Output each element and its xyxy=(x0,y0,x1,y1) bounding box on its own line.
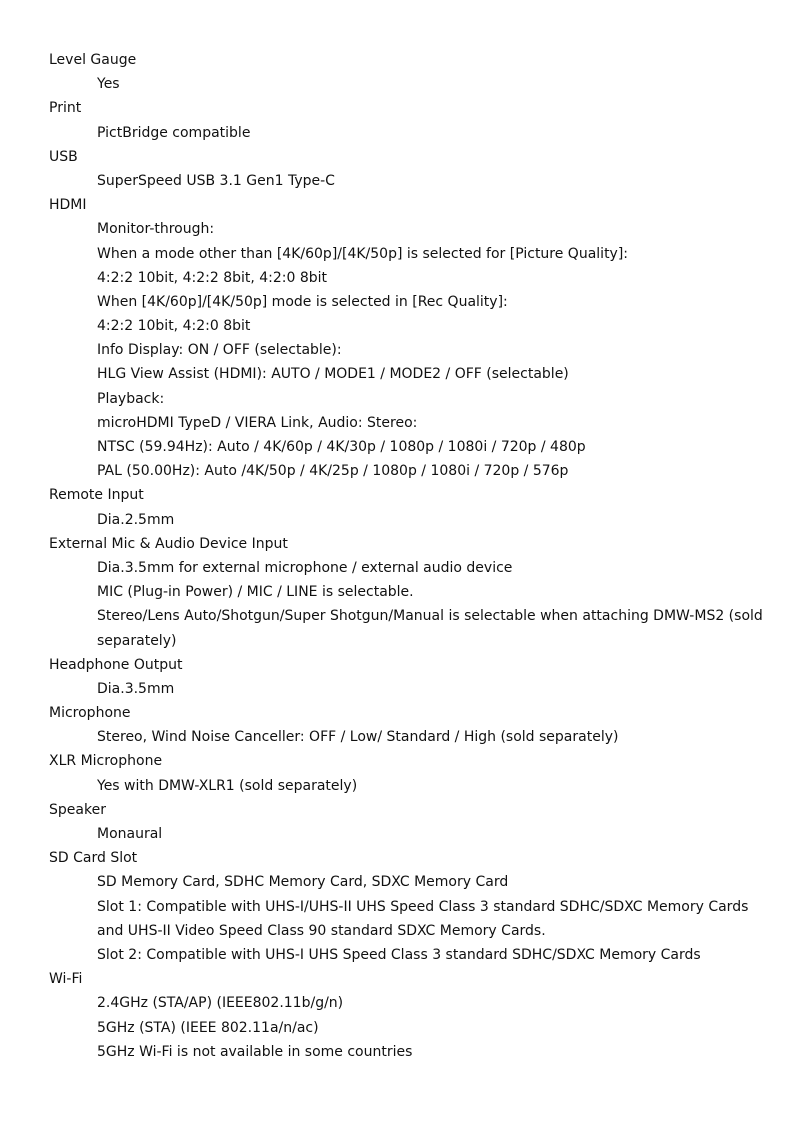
spec-sheet xyxy=(0,48,800,1064)
spec-value: PAL (50.00Hz): Auto /4K/50p / 4K/25p / 1080p / 1080i / 720p / 576p xyxy=(97,463,569,480)
spec-group xyxy=(0,798,800,846)
spec-value: When a mode other than [4K/60p]/[4K/50p] is selected for [Picture Quality]: xyxy=(97,245,629,262)
spec-label: Remote Input xyxy=(49,487,144,504)
spec-group xyxy=(0,532,800,653)
spec-label: Print xyxy=(49,100,82,117)
spec-label: Headphone Output xyxy=(49,656,183,673)
spec-value: Slot 2: Compatible with UHS-I UHS Speed Class 3 standard SDHC/SDXC Memory Cards xyxy=(97,946,701,963)
spec-label: SD Card Slot xyxy=(49,850,138,867)
spec-value: HLG View Assist (HDMI): AUTO / MODE1 / MODE2 / OFF (selectable) xyxy=(97,366,569,383)
spec-value: NTSC (59.94Hz): Auto / 4K/60p / 4K/30p / 1080p / 1080i / 720p / 480p xyxy=(97,439,586,455)
spec-group xyxy=(0,701,800,749)
spec-value: Yes with DMW-XLR1 (sold separately) xyxy=(97,777,358,794)
spec-value: SD Memory Card, SDHC Memory Card, SDXC Memory Card xyxy=(97,874,509,891)
spec-value: MIC (Plug-in Power) / MIC / LINE is selectable. xyxy=(97,584,414,601)
spec-label: Microphone xyxy=(49,705,131,722)
spec-value: Info Display: ON / OFF (selectable): xyxy=(97,342,342,359)
spec-value: Playback: xyxy=(97,390,165,407)
spec-value: separately) xyxy=(97,632,177,649)
spec-value: 4:2:2 10bit, 4:2:0 8bit xyxy=(97,318,251,335)
spec-value: 4:2:2 10bit, 4:2:2 8bit, 4:2:0 8bit xyxy=(97,269,328,286)
spec-value: Dia.2.5mm xyxy=(97,511,175,528)
spec-value: 5GHz Wi-Fi is not available in some countries xyxy=(97,1043,413,1060)
spec-group xyxy=(0,145,800,193)
spec-label: XLR Microphone xyxy=(49,753,163,770)
spec-value: and UHS-II Video Speed Class 90 standard SDXC Memory Cards. xyxy=(97,922,546,939)
spec-value: Dia.3.5mm xyxy=(97,680,175,697)
spec-group xyxy=(0,96,800,144)
spec-label: Wi-Fi xyxy=(49,971,83,988)
spec-label: Level Gauge xyxy=(49,52,137,68)
spec-group xyxy=(0,846,800,967)
spec-value: When [4K/60p]/[4K/50p] mode is selected in [Rec Quality]: xyxy=(97,293,508,310)
spec-group xyxy=(0,483,800,531)
spec-label: HDMI xyxy=(49,197,87,214)
spec-value: Yes xyxy=(97,76,120,93)
spec-value: Dia.3.5mm for external microphone / external audio device xyxy=(97,559,513,576)
spec-value: SuperSpeed USB 3.1 Gen1 Type-C xyxy=(97,172,335,189)
spec-value: PictBridge compatible xyxy=(97,124,251,141)
spec-group xyxy=(0,653,800,701)
spec-value: 2.4GHz (STA/AP) (IEEE802.11b/g/n) xyxy=(97,995,344,1012)
spec-value: Monaural xyxy=(97,826,163,842)
spec-group xyxy=(0,749,800,797)
spec-value: Stereo/Lens Auto/Shotgun/Super Shotgun/Manual is selectable when attaching DMW-MS2 (sold xyxy=(97,608,763,625)
spec-label: External Mic & Audio Device Input xyxy=(49,535,288,552)
spec-group xyxy=(0,193,800,483)
spec-label: Speaker xyxy=(49,801,106,818)
spec-value: 5GHz (STA) (IEEE 802.11a/n/ac) xyxy=(97,1019,319,1036)
spec-value: Stereo, Wind Noise Canceller: OFF / Low/ Standard / High (sold separately) xyxy=(97,729,619,746)
spec-value: Slot 1: Compatible with UHS-I/UHS-II UHS Speed Class 3 standard SDHC/SDXC Memory Cards xyxy=(97,898,749,915)
spec-label: USB xyxy=(49,148,78,165)
spec-group xyxy=(0,48,800,96)
spec-value: Monitor-through: xyxy=(97,221,215,238)
spec-group xyxy=(0,967,800,1064)
spec-value: microHDMI TypeD / VIERA Link, Audio: Stereo: xyxy=(97,414,418,431)
